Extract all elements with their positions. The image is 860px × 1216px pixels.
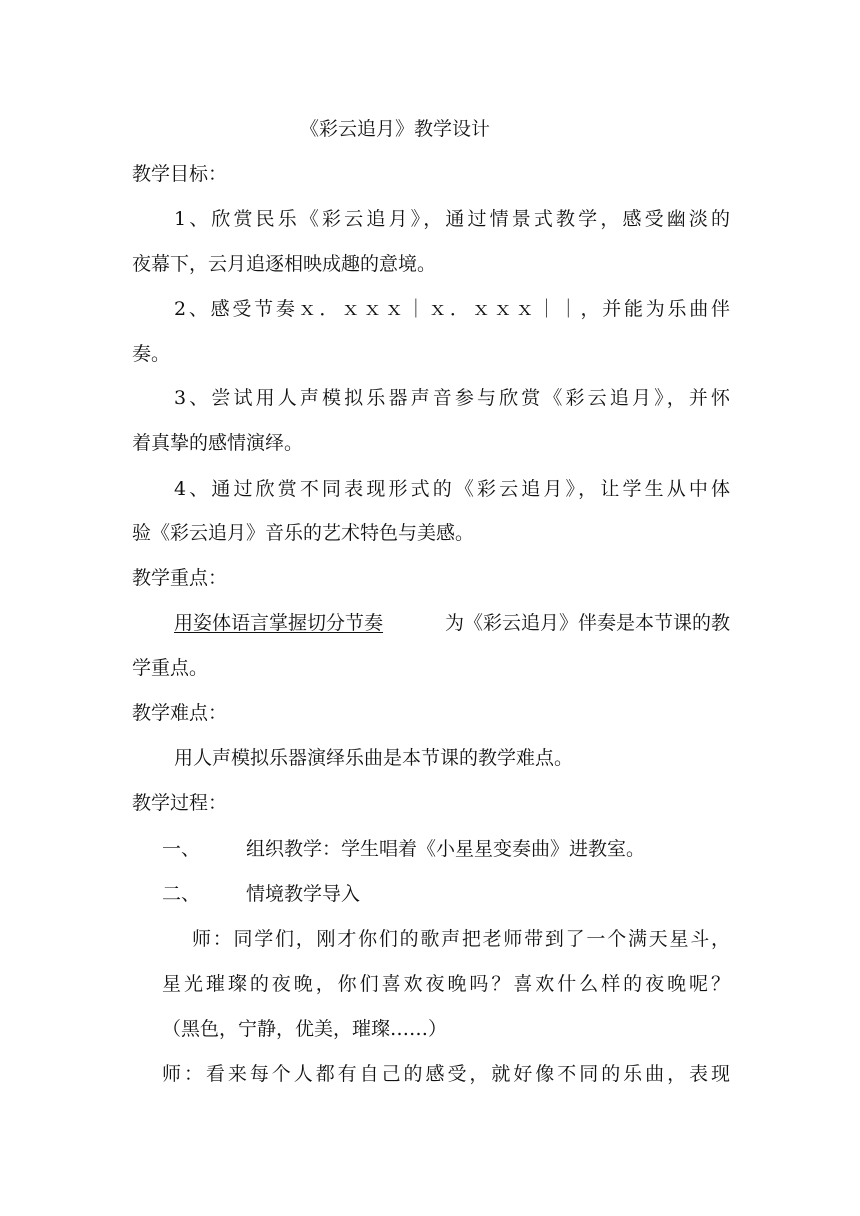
key-point-line-1 [174, 611, 730, 635]
key-point-line-2: 学重点。 [132, 657, 209, 679]
dialogue-line-1: 师：同学们，刚才你们的歌声把老师带到了一个满天星斗， [192, 928, 730, 950]
step-2-number: 二、 [162, 883, 201, 905]
document-title: 《彩云追月》教学设计 [300, 118, 491, 140]
dialogue-line-4: 师：看来每个人都有自己的感受，就好像不同的乐曲，表现 [162, 1063, 730, 1085]
goal-3-line-2: 着真挚的感情演绎。 [132, 432, 304, 454]
process-heading: 教学过程： [132, 792, 228, 814]
step-1-text: 组织教学：学生唱着《小星星变奏曲》进教室。 [246, 838, 646, 860]
difficulty-text: 用人声模拟乐器演绎乐曲是本节课的教学难点。 [174, 747, 574, 769]
key-point-underlined: 用姿体语言掌握切分节奏 [174, 612, 384, 634]
goal-4-line-2: 验《彩云追月》音乐的艺术特色与美感。 [132, 522, 475, 544]
goal-1-line-2: 夜幕下，云月追逐相映成趣的意境。 [132, 253, 437, 275]
dialogue-line-3: （黑色，宁静，优美，璀璨……） [162, 1018, 448, 1040]
key-point-rest: 为《彩云追月》伴奏是本节课的教 [444, 612, 730, 634]
goal-4-line-1: 4、通过欣赏不同表现形式的《彩云追月》，让学生从中体 [174, 478, 730, 500]
dialogue-line-2: 星光璀璨的夜晚，你们喜欢夜晚吗？喜欢什么样的夜晚呢？ [162, 973, 730, 995]
goal-2-line-1: 2、感受节奏ｘ．ｘｘｘ｜ｘ．ｘｘｘ｜｜，并能为乐曲伴 [174, 298, 730, 320]
goal-3-line-1: 3、尝试用人声模拟乐器声音参与欣赏《彩云追月》，并怀 [174, 387, 730, 409]
goal-1-line-1: 1、欣赏民乐《彩云追月》，通过情景式教学，感受幽淡的 [174, 208, 730, 230]
goals-heading: 教学目标： [132, 163, 228, 185]
goal-2-line-2: 奏。 [132, 343, 171, 365]
key-heading: 教学重点： [132, 567, 228, 589]
step-1-number: 一、 [162, 838, 201, 860]
step-2-text: 情境教学导入 [246, 883, 361, 905]
difficulty-heading: 教学难点： [132, 702, 228, 724]
